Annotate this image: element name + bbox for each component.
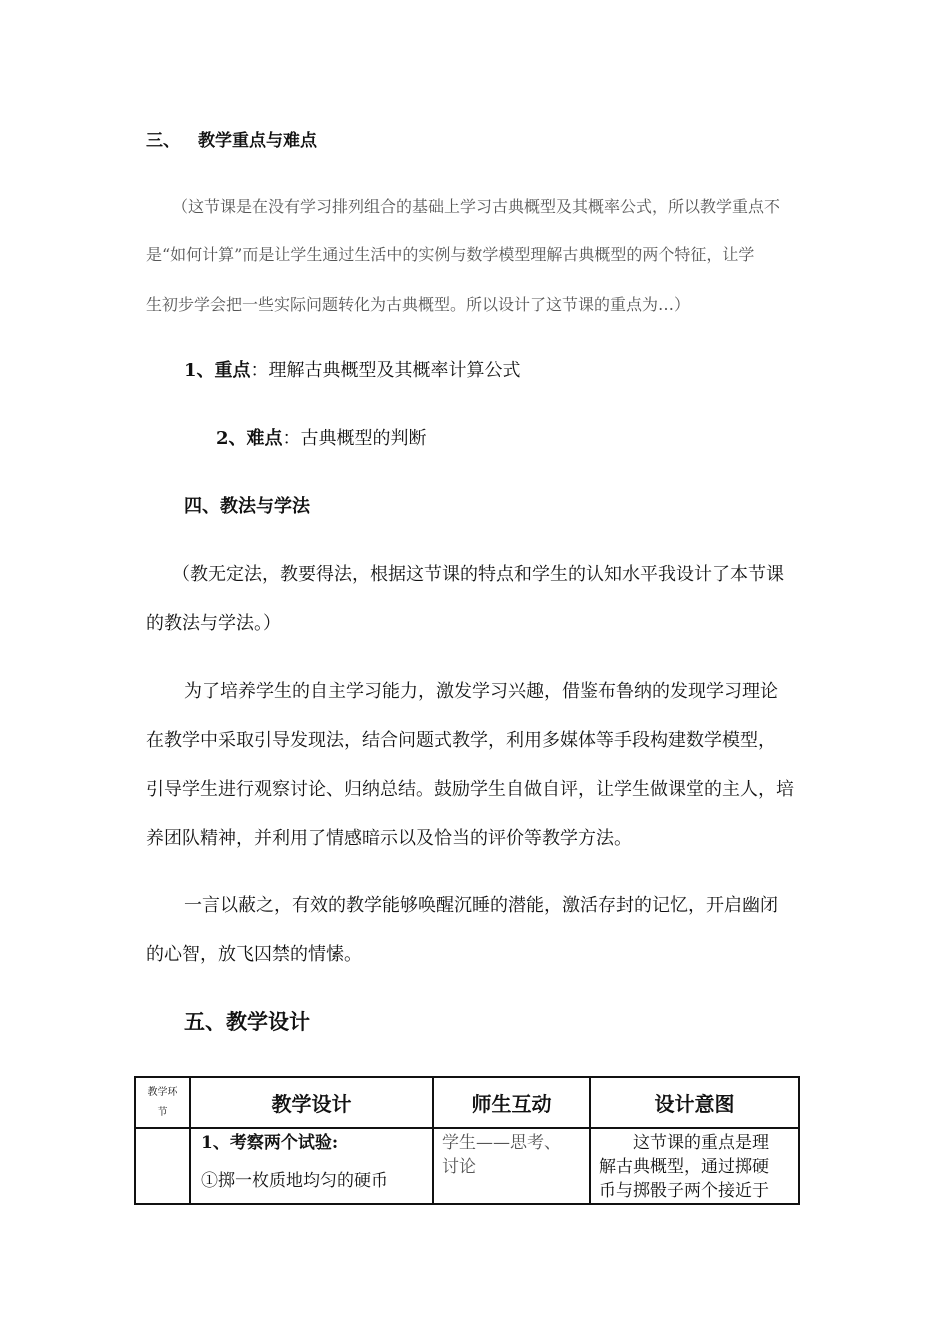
section3-title: 教学重点与难点 [198, 131, 317, 151]
header-interaction: 师生互动 [433, 1077, 590, 1128]
intent-line-1: 这节课的重点是理 [633, 1133, 769, 1153]
interaction-line-2: 讨论 [442, 1157, 476, 1177]
section3-number: 三、 [146, 131, 180, 151]
section3-heading [146, 126, 317, 151]
header-design: 教学设计 [190, 1077, 433, 1128]
table-header-row [135, 1077, 799, 1128]
section4-para2-line-2: 在教学中采取引导发现法，结合问题式教学，利用多媒体等手段构建数学模型， [146, 730, 776, 751]
key-point [184, 356, 521, 382]
design-title: 1、考察两个试验: [201, 1133, 339, 1153]
intent-line-3: 币与掷骰子两个接近于 [599, 1181, 769, 1201]
cell-design [190, 1128, 433, 1204]
section3-intro-line-1: （这节课是在没有学习排列组合的基础上学习古典概型及其概率公式，所以教学重点不 [172, 197, 781, 216]
section3-intro-line-3: 生初步学会把一些实际问题转化为古典概型。所以设计了这节课的重点为…） [146, 295, 691, 314]
key-point-label: 1、重点 [184, 360, 251, 381]
header-stage-line-1: 教学环 [147, 1086, 178, 1098]
header-stage-line-2: 节 [157, 1106, 168, 1118]
section4-para2-line-4: 养团队精神，并利用了情感暗示以及恰当的评价等教学方法。 [146, 828, 632, 849]
section4-para2-line-3: 引导学生进行观察讨论、归纳总结。鼓励学生自做自评，让学生做课堂的主人，培 [146, 779, 794, 800]
section3-intro-line-2: 是“如何计算”而是让学生通过生活中的实例与数学模型理解古典概型的两个特征，让学 [146, 245, 755, 264]
interaction-line-1: 学生——思考、 [442, 1133, 561, 1153]
section5-title: 五、教学设计 [184, 1009, 310, 1034]
table-row [135, 1128, 799, 1204]
header-stage [135, 1077, 190, 1128]
teaching-design-table [134, 1076, 800, 1205]
section4-para1-line-1: （教无定法，教要得法，根据这节课的特点和学生的认知水平我设计了本节课 [172, 564, 784, 585]
cell-interaction [433, 1128, 590, 1204]
key-point-text: ：理解古典概型及其概率计算公式 [250, 360, 521, 381]
design-item: ①掷一枚质地均匀的硬币 [201, 1171, 388, 1191]
cell-stage [135, 1128, 190, 1204]
section4-para1-line-2: 的教法与学法。） [146, 613, 281, 634]
section4-para3-line-1: 一言以蔽之，有效的教学能够唤醒沉睡的潜能，激活存封的记忆，开启幽闭 [184, 895, 778, 916]
section4-title: 四、教法与学法 [184, 496, 310, 517]
cell-intent [590, 1128, 799, 1204]
difficulty-label: 2、难点 [216, 428, 283, 449]
section4-para3-line-2: 的心智，放飞囚禁的情愫。 [146, 944, 362, 965]
cell-stage-text [136, 1129, 189, 1203]
difficulty-point [216, 424, 427, 450]
intent-line-2: 解古典概型，通过掷硬 [599, 1157, 769, 1177]
header-intent: 设计意图 [590, 1077, 799, 1128]
difficulty-text: ：古典概型的判断 [282, 428, 427, 449]
section4-para2-line-1: 为了培养学生的自主学习能力，激发学习兴趣，借鉴布鲁纳的发现学习理论 [184, 681, 778, 702]
